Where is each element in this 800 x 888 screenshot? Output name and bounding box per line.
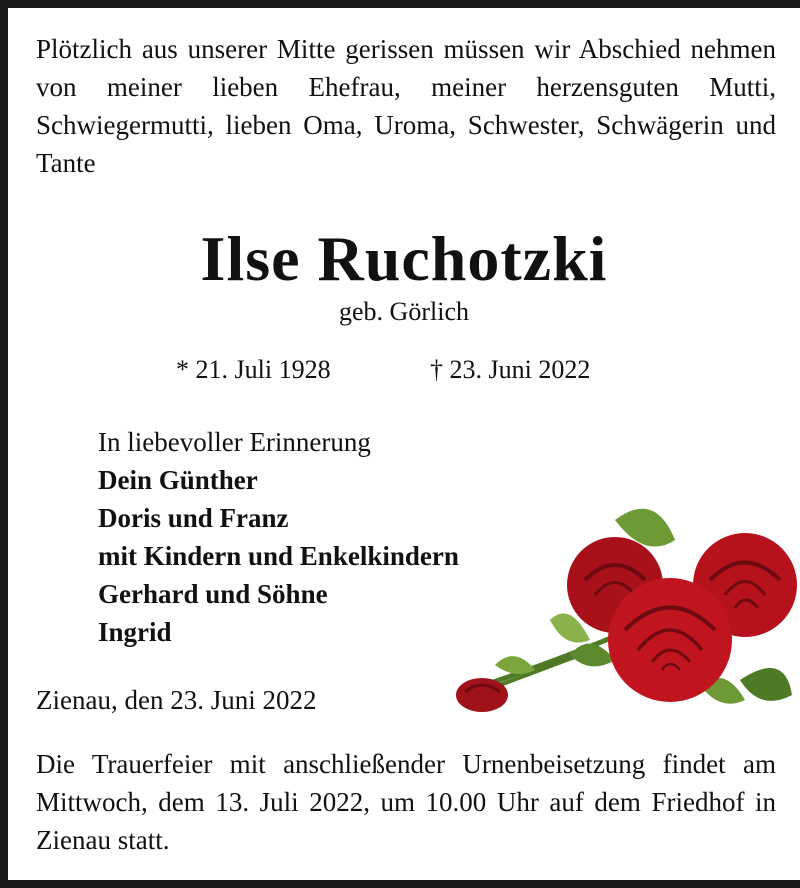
roses-illustration bbox=[440, 480, 800, 720]
mourner-name: Ingrid bbox=[98, 617, 172, 647]
mourner-name: Gerhard und Söhne bbox=[98, 579, 328, 609]
mourner-name: Doris und Franz bbox=[98, 503, 289, 533]
intro-text: Plötzlich aus unserer Mitte gerissen müssen wir Abschied nehmen von meiner lieben Ehefrau, meiner herzensguten Mutti, Schwiegermutti, lieben Oma, Uroma, Schwester, Schwägerin und Tante bbox=[36, 34, 776, 178]
mourner-name: Dein Günther bbox=[98, 465, 258, 495]
obituary-notice bbox=[8, 8, 800, 880]
death-date: † 23. Juni 2022 bbox=[430, 355, 591, 384]
mourners-block bbox=[98, 423, 459, 651]
mourner-name: mit Kindern und Enkelkindern bbox=[98, 541, 459, 571]
deceased-name: Ilse Ruchotzki bbox=[200, 223, 608, 294]
place-and-date: Zienau, den 23. Juni 2022 bbox=[36, 685, 317, 715]
mourners-heading: In liebevoller Erinnerung bbox=[98, 427, 371, 457]
birth-date: * 21. Juli 1928 bbox=[176, 355, 331, 384]
maiden-name: geb. Görlich bbox=[339, 297, 469, 326]
service-announcement: Die Trauerfeier mit anschließender Urnenbeisetzung findet am Mittwoch, dem 13. Juli 2022, um 10.00 Uhr auf dem Friedhof in Zienau statt. bbox=[36, 749, 776, 855]
